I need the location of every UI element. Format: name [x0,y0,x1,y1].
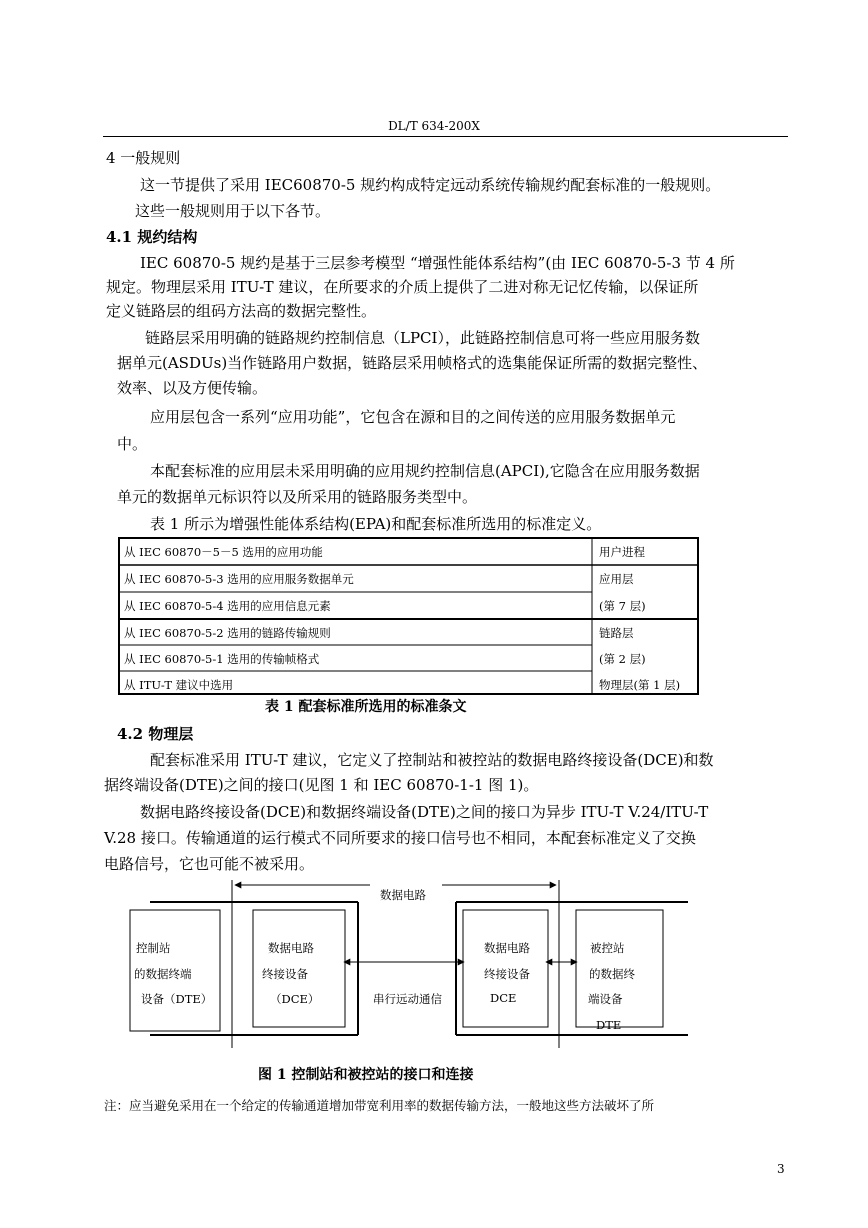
remote-dce-label: 终接设备 [484,967,530,981]
table-1-layer: 应用层 [599,572,634,586]
paragraph-line: 配套标准采用 ITU-T 建议，它定义了控制站和被控站的数据电路终接设备(DCE)和数 [150,751,714,769]
control-dce-label: 数据电路 [268,941,314,955]
control-dce-label: 终接设备 [262,967,308,981]
table-1-layer: 用户进程 [599,545,645,559]
paragraph-line: V.28 接口。传输通道的运行模式不同所要求的接口信号也不相同，本配套标准定义了交换 [104,829,696,847]
table-1-caption: 表 1 配套标准所选用的标准条文 [265,699,467,715]
table-1-cell: 从 IEC 60870-5-4 选用的应用信息元素 [124,599,331,613]
paragraph-line: 这一节提供了采用 IEC60870-5 规约构成特定远动系统传输规约配套标准的一般规则。 [140,176,721,194]
header-rule [103,136,788,137]
control-dce-label: （DCE） [270,992,320,1006]
running-header: DL/T 634-200X [388,119,480,133]
page-number: 3 [777,1162,785,1176]
paragraph-line: 据终端设备(DTE)之间的接口(见图 1 和 IEC 60870-1-1 图 1)。 [104,776,539,794]
paragraph-line: 效率、以及方便传输。 [117,379,268,397]
paragraph-line: 链路层采用明确的链路规约控制信息（LPCI），此链路控制信息可将一些应用服务数 [145,329,700,347]
remote-dce-label: DCE [490,991,517,1005]
remote-dte-label: 的数据终 [589,967,635,981]
remote-dce-label: 数据电路 [484,941,530,955]
paragraph-line: 数据电路终接设备(DCE)和数据终端设备(DTE)之间的接口为异步 ITU-T V.24/ITU-T [140,803,709,821]
control-dte-label: 设备（DTE） [141,992,213,1006]
paragraph-line: 中。 [117,435,148,453]
paragraph-line: IEC 60870-5 规约是基于三层参考模型 “增强性能体系结构”(由 IEC 60870-5-3 节 4 所 [140,254,735,272]
remote-dte-label: 被控站 [590,941,625,955]
table-1-layer: 链路层 [599,626,634,640]
paragraph-line: 单元的数据单元标识符以及所采用的链路服务类型中。 [117,488,478,506]
table-1-cell: 从 IEC 60870-5-1 选用的传输帧格式 [124,652,320,666]
paragraph-line: 本配套标准的应用层未采用明确的应用规约控制信息(APCI),它隐含在应用服务数据 [150,462,700,480]
section-4-heading: 4 一般规则 [106,149,181,167]
remote-dte-label: DTE [596,1018,622,1032]
paragraph-line: 表 1 所示为增强性能体系结构(EPA)和配套标准所选用的标准定义。 [150,515,602,533]
table-1-cell: 从 IEC 60870－5－5 选用的应用功能 [124,545,323,559]
table-1-cell: 从 IEC 60870-5-3 选用的应用服务数据单元 [124,572,354,586]
paragraph-line: 应用层包含一系列“应用功能”，它包含在源和目的之间传送的应用服务数据单元 [150,408,676,426]
note-text: 注：应当避免采用在一个给定的传输通道增加带宽利用率的数据传输方法，一般地这些方法破坏了所 [104,1098,655,1113]
control-dte-label: 的数据终端 [134,967,192,981]
section-4-1-heading: 4.1 规约结构 [106,228,198,246]
paragraph-line: 据单元(ASDUs)当作链路用户数据，链路层采用帧格式的选集能保证所需的数据完整性、 [117,354,708,372]
serial-telecontrol-label: 串行远动通信 [373,992,442,1006]
table-1-grid [118,537,700,697]
paragraph-line: 定义链路层的组码方法高的数据完整性。 [106,302,377,320]
section-4-2-heading: 4.2 物理层 [117,725,194,743]
data-circuit-label: 数据电路 [380,888,426,902]
table-1-layer: (第 2 层) [599,652,646,666]
remote-dte-label: 端设备 [588,992,623,1006]
paragraph-line: 电路信号，它也可能不被采用。 [104,855,315,873]
paragraph-line: 规定。物理层采用 ITU-T 建议，在所要求的介质上提供了二进对称无记忆传输，以保证所 [106,278,699,296]
figure-1-caption: 图 1 控制站和被控站的接口和连接 [258,1067,474,1083]
table-1-cell: 从 IEC 60870-5-2 选用的链路传输规则 [124,626,331,640]
table-1-cell: 从 ITU-T 建议中选用 [124,678,234,692]
table-1-layer: 物理层(第 1 层) [599,678,681,692]
control-dte-label: 控制站 [136,941,171,955]
table-1-layer: (第 7 层) [599,599,646,613]
paragraph-line: 这些一般规则用于以下各节。 [135,202,331,220]
